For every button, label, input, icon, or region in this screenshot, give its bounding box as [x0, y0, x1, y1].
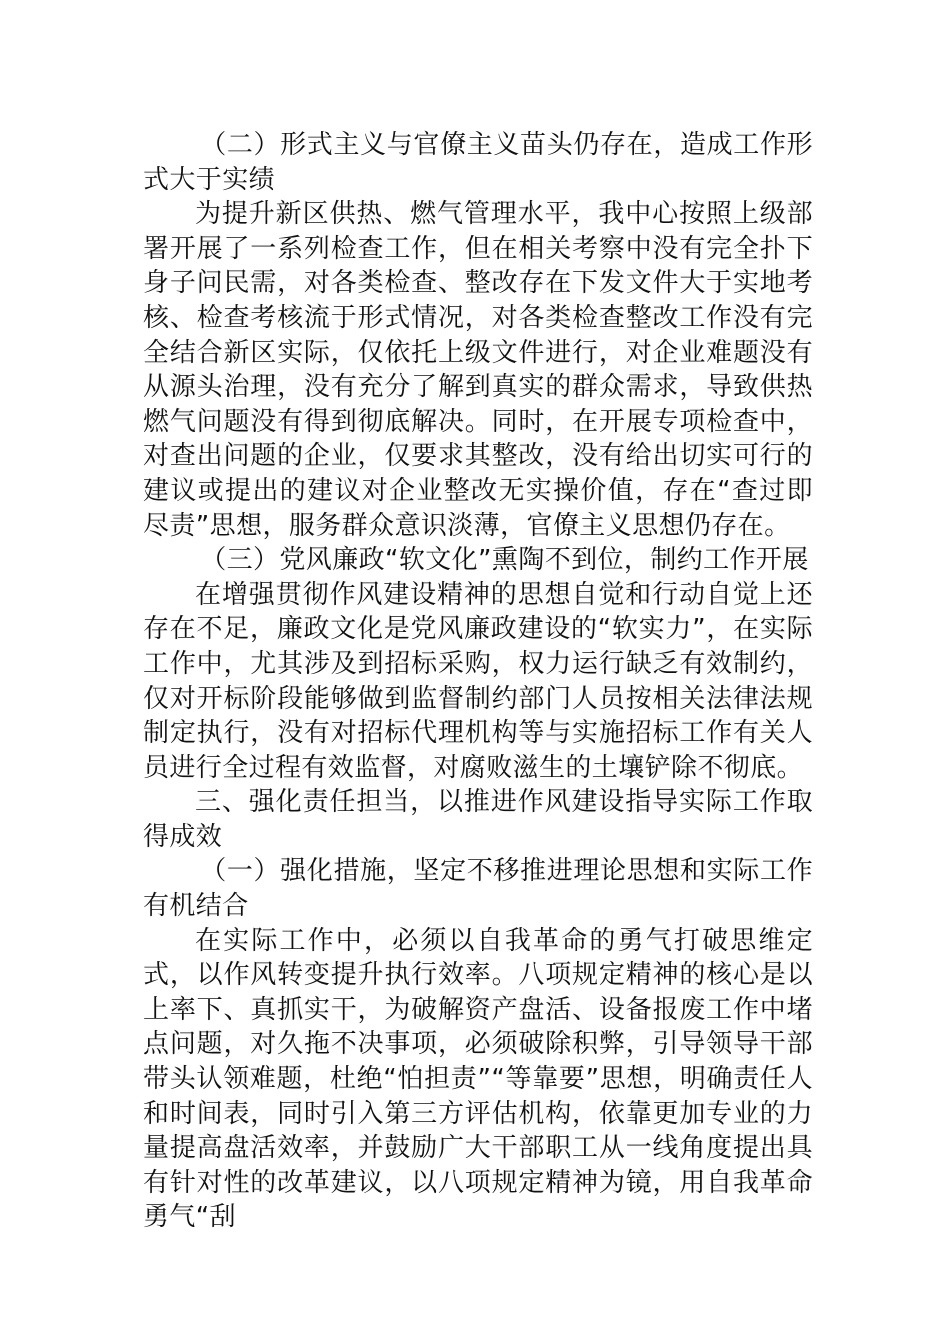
part-3-section-1-body: 在实际工作中，必须以自我革命的勇气打破思维定式，以作风转变提升执行效率。八项规定精神的核心是以上率下、真抓实干，为破解资产盘活、设备报废工作中堵点问题，对久拖不决事项，必须破除积弊，引导领导干部带头认领难题，杜绝“怕担责”“等靠要”思想，明确责任人和时间表，同时引入第三方评估机构，依靠更加专业的力量提高盘活效率，并鼓励广大干部职工从一线角度提出具有针对性的改革建议，以八项规定精神为镜，用自我革命勇气“刮 [143, 925, 813, 1233]
section-2-heading: （二）形式主义与官僚主义苗头仍存在，造成工作形式大于实绩 [143, 130, 813, 195]
part-3-section-1-heading: （一）强化措施，坚定不移推进理论思想和实际工作有机结合 [143, 856, 813, 922]
document-body [143, 128, 813, 1235]
section-2-body: 为提升新区供热、燃气管理水平，我中心按照上级部署开展了一系列检查工作，但在相关考察中没有完全扑下身子问民需，对各类检查、整改存在下发文件大于实地考核、检查考核流于形式情况，对各类检查整改工作没有完全结合新区实际，仅依托上级文件进行，对企业难题没有从源头治理，没有充分了解到真实的群众需求，导致供热燃气问题没有得到彻底解决。同时，在开展专项检查中，对查出问题的企业，仅要求其整改，没有给出切实可行的建议或提出的建议对企业整改无实操价值，存在“查过即尽责”思想，服务群众意识淡薄，官僚主义思想仍存在。 [143, 199, 813, 541]
section-3-heading: （三）党风廉政“软文化”熏陶不到位，制约工作开展 [200, 545, 809, 576]
section-3-body: 在增强贯彻作风建设精神的思想自觉和行动自觉上还存在不足，廉政文化是党风廉政建设的“软实力”，在实际工作中，尤其涉及到招标采购，权力运行缺乏有效制约，仅对开标阶段能够做到监督制约部门人员按相关法律法规制定执行，没有对招标代理机构等与实施招标工作有关人员进行全过程有效监督，对腐败滋生的土壤铲除不彻底。 [143, 579, 813, 783]
part-3-heading: 三、强化责任担当，以推进作风建设指导实际工作取得成效 [143, 787, 813, 852]
